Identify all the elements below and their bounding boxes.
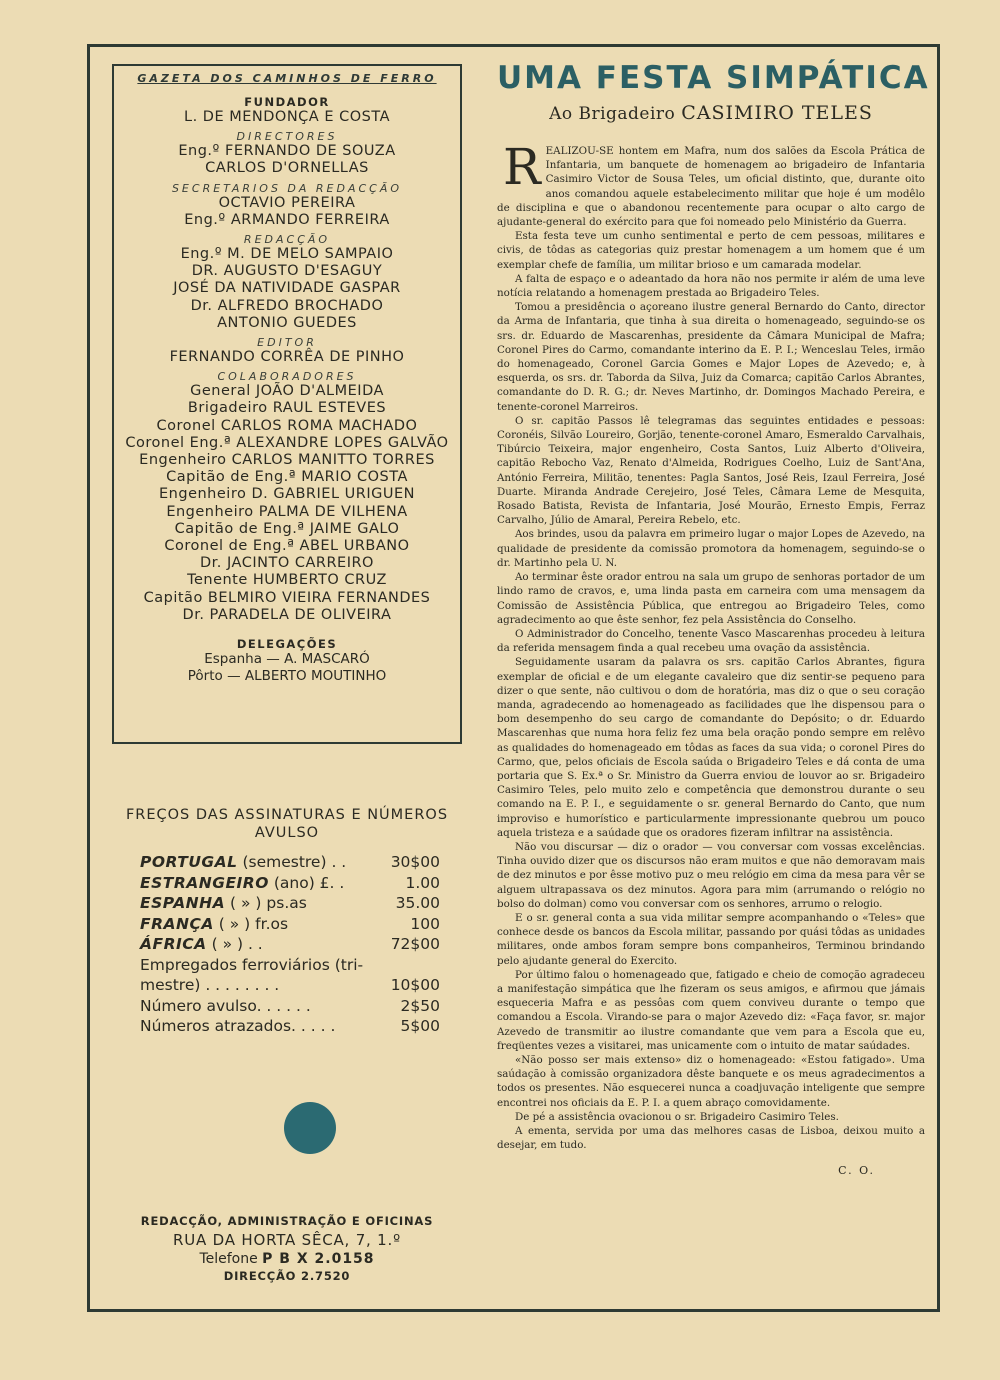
article-paragraph: Tomou a presidência o açoreano ilustre general Bernardo do Canto, director da Arma de Infantaria, que tinha à sua direita o homenageado, seguindo-se os srs. dr. Eduardo de Mascarenhas, presidente da Câmara Municipal de Mafra; Coronel Pires do Carmo, comandante interino da E. P. I.; Wenceslau Teles, irmão do homenageado, Coronel Garcia Gomes e Major Lopes de Azevedo; e, à esquerda, os srs. dr. Taborda da Silva, Juiz da Comarca; capitão Carlos Abrantes, comandante do D. R. G.; dr. Neves Martinho, dr. Domingos Machado Pereira, e tenente-coronel Marreiros. — [497, 301, 925, 413]
article-paragraph: Não vou discursar — diz o orador — vou conversar com vossas excelências. Tinha ouvido dizer que os discursos não eram muitos e que não demoravam mais de dez minutos e por êsse motivo puz o meu relógio em cima da mesa para vêr se alguem ultrapassava os dez minutos. Agora para mim (arrumando o relógio no bolso do dolman) como vou conversar com os senhores, arrumo o relogio. — [497, 840, 925, 910]
redaccao-name: DR. AUGUSTO D'ESAGUY — [191, 263, 383, 280]
colaborador-name: Coronel Eng.ª ALEXANDRE LOPES GALVÃO — [125, 434, 449, 451]
colaborador-name: Capitão de Eng.ª MARIO COSTA — [166, 469, 408, 486]
redaccao-name: JOSÉ DA NATIVIDADE GASPAR — [173, 280, 401, 297]
subtitle-name: CASIMIRO TELES — [681, 102, 873, 124]
colaborador-name: Dr. PARADELA DE OLIVEIRA — [182, 606, 392, 623]
price-empregados-line: Empregados ferroviários (tri- — [140, 955, 364, 974]
telefone-label: Telefone — [199, 1251, 258, 1267]
price-region: ESTRANGEIRO — [140, 873, 269, 892]
article-paragraph: O sr. capitão Passos lê telegramas das seguintes entidades e pessoas: Coronéis, Silvão Loureiro, Gorjão, tenente-coronel Amaro, Esmeraldo Carvalhais, Tibúrcio Teixeira, major engenheiro, Costa Santos, Luiz Alberto d'Oliveira, capitão Rebocho Vaz, Renato d'Almeida, Rodrigues Coelho, Luiz de Sant'Ana, António Ferreira, Militão, tenentes: Pagla Santos, José Reis, Izaul Ferreira, José Duarte. Miranda Andrade Cerejeiro, José Teles, Câmara Leme de Mesquita, Rosado Batista, Revista de Infantaria, José Mourão, Ernesto Empis, Ferraz Carvalho, Júlio de Amaral, Pereira Rebelo, etc. — [497, 414, 925, 527]
delegacoes-label: DELEGAÇÕES — [236, 637, 338, 652]
price-value: 2$50 — [400, 996, 440, 1015]
price-region: FRANÇA — [140, 914, 214, 933]
article-paragraph: Esta festa teve um cunho sentimental e perto de cem pessoas, militares e civis, de tôdas as categorias quiz prestar homenagem a um homem que é um exemplar chefe de família, um militar brioso e um camarada modelar. — [497, 230, 925, 271]
price-period: ( » ) . . — [206, 935, 263, 953]
price-avulso-label: Número avulso. . . . . . — [140, 996, 311, 1015]
price-row — [112, 996, 462, 1017]
price-value: 72$00 — [390, 935, 440, 953]
colaborador-name: Dr. JACINTO CARREIRO — [200, 555, 374, 572]
decorative-dot-icon — [284, 1102, 336, 1154]
price-row — [112, 1016, 462, 1037]
colaborador-name: Capitão de Eng.ª JAIME GALO — [174, 520, 400, 537]
price-period: (semestre) . . — [237, 853, 347, 871]
colaborador-name: Tenente HUMBERTO CRUZ — [187, 572, 387, 589]
price-value: 10$00 — [390, 976, 440, 994]
secretario-name: Eng.º ARMANDO FERREIRA — [184, 211, 390, 228]
article-signature: C. O. — [838, 1164, 875, 1178]
imprint — [112, 1214, 462, 1283]
article-paragraph: Seguidamente usaram da palavra os srs. capitão Carlos Abrantes, figura exemplar de oficial e de um elegante cavaleiro que diz sentir-se pequeno para dizer o que sente, não cultivou o dom de horatória, mas diz o que o seu coração manda, agradecendo ao homenageado as facilidades que lhe dispensou para o bom desempenho do seu cargo de comandante do Depósito; o dr. Eduardo Mascarenhas que numa hora feliz fez uma bela oração pondo sempre em relêvo as qualidades do homenageado em tôdas as faces da sua vida; o coronel Pires do Carmo, que, pelos oficiais de Escola saúda o Brigadeiro Teles e dá conta de uma portaria que S. Ex.ª o Sr. Ministro da Guerra enviou de louvor ao sr. Brigadeiro Casimiro Teles, pelo muito zelo e competência que demonstrou durante o seu comando na E. P. I., e seguidamente o sr. general Bernardo do Canto, que num improviso e humorístico e particularmente impressionante quebrou um pouco aquela tristeza e a saúdade que os oradores fizeram infiltrar na assistência. — [497, 656, 925, 839]
article-paragraph: E o sr. general conta a sua vida militar sempre acompanhando o «Teles» que conhece desde os bancos da Escola militar, passando por quási tôdas as unidades militares, onde ambos foram sempre bons companheiros, Terminou brindando pelo ajudante general do Exercito. — [497, 911, 925, 967]
price-empregados-label: mestre) . . . . . . . . — [140, 976, 280, 994]
imprint-telefone — [112, 1251, 462, 1267]
article-paragraph: Por último falou o homenageado que, fatigado e cheio de comoção agradeceu a manifestação simpática que lhe fizeram os seus amigos, e afirmou que jámais esqueceria Mafra e as pessôas com quem conviveu durante o tempo que comandou a Escola. Virando-se para o major Azevedo diz: «Faça favor, sr. major Azevedo de transmitir ao ilustre comandante que vem para a Escola que eu, freqüentes vezes a visitarei, mas unicamente com o intuito de matar saúdades. — [497, 968, 925, 1052]
telefone-number: P B X 2.0158 — [262, 1251, 375, 1267]
colaborador-name: Coronel de Eng.ª ABEL URBANO — [164, 538, 410, 555]
price-row — [112, 975, 462, 996]
prices-title-line: FREÇOS DAS ASSINATURAS E NÚMEROS — [125, 807, 449, 823]
delegacao-line: Espanha — A. MASCARÓ — [204, 651, 370, 668]
price-row — [112, 934, 462, 955]
gazeta-title: GAZETA DOS CAMINHOS DE FERRO — [137, 72, 437, 85]
price-period: (ano) £. . — [268, 873, 345, 892]
colaboradores-label: COLABORADORES — [217, 370, 357, 384]
fundador-name: L. DE MENDONÇA E COSTA — [184, 109, 390, 125]
price-value: 30$00 — [390, 853, 440, 871]
article-paragraph: A falta de espaço e o adeantado da hora não nos permite ir além de uma leve notícia relatando a homenagem prestada ao Brigadeiro Teles. — [497, 272, 925, 300]
price-row — [112, 893, 462, 914]
imprint-redaccao: REDACÇÃO, ADMINISTRAÇÃO E OFICINAS — [140, 1214, 434, 1228]
redaccao-name: ANTONIO GUEDES — [217, 314, 357, 331]
editor-name: FERNANDO CORRÊA DE PINHO — [169, 349, 405, 366]
colaborador-name: Capitão BELMIRO VIEIRA FERNANDES — [143, 589, 431, 606]
price-value: 100 — [410, 914, 440, 933]
editor-label: EDITOR — [257, 336, 317, 350]
price-region: ESPANHA — [140, 894, 226, 912]
delegacao-line: Pôrto — ALBERTO MOUTINHO — [187, 668, 387, 685]
article-paragraph — [497, 138, 925, 229]
redaccao-label: REDACÇÃO — [243, 233, 331, 247]
price-row — [112, 873, 462, 894]
price-region: ÁFRICA — [140, 935, 207, 953]
colaborador-name: Engenheiro PALMA DE VILHENA — [166, 503, 408, 520]
article-paragraph: Ao terminar êste orador entrou na sala um grupo de senhoras portador de um lindo ramo de cravos, e, uma linda pasta em carneira com uma mensagem da Comissão de Assistência Pública, que entregou ao Brigadeiro Teles, como agradecimento ao que êste senhor, fez pela Assistência do Conselho. — [497, 571, 925, 626]
price-atrazados-label: Números atrazados. . . . . — [140, 1017, 336, 1035]
article-paragraph: «Não posso ser mais extenso» diz o homenageado: «Estou fatigado». Uma saúdação à comissão organizadora dêste banquete e os meus agradecimentos a todos os presentes. Não esquecerei nunca a coadjuvação inteligente que sempre encontrei nos oficiais da E. P. I. a quem abraço comovidamente. — [497, 1054, 925, 1109]
imprint-address: RUA DA HORTA SÊCA, 7, 1.º — [173, 1231, 401, 1249]
subtitle-prefix: Ao Brigadeiro — [549, 104, 676, 124]
secretarios-label: SECRETARIOS DA REDACÇÃO — [171, 181, 403, 195]
fundador-label: FUNDADOR — [244, 95, 330, 109]
directores-label: DIRECTORES — [236, 130, 338, 144]
price-row — [112, 852, 462, 873]
article-body — [497, 138, 925, 1152]
price-period: ( » ) ps.as — [225, 894, 307, 912]
colaborador-name: General JOÃO D'ALMEIDA — [190, 383, 384, 400]
article — [497, 58, 930, 1178]
colaborador-name: Brigadeiro RAUL ESTEVES — [187, 400, 387, 417]
paragraph-text: EALIZOU-SE hontem em Mafra, num dos salões da Escola Prática de Infantaria, um banquete de homenagem ao brigadeiro de Infantaria Casimiro Victor de Sousa Teles, um oficial distinto, que, durante oito anos comandou aquele estabelecimento militar que hoje é um modêlo de disciplina e que o abandonou recentemente para ocupar o alto cargo de ajudante-general do exército para que foi nomeado pelo Ministério da Guerra. — [497, 145, 925, 229]
price-value: 5$00 — [400, 1017, 440, 1035]
director-name: CARLOS D'ORNELLAS — [205, 160, 369, 177]
subscription-prices — [112, 806, 462, 1037]
colaborador-name: Engenheiro D. GABRIEL URIGUEN — [159, 486, 415, 503]
article-paragraph: A ementa, servida por uma das melhores casas de Lisboa, deixou muito a desejar, em tudo. — [497, 1125, 925, 1152]
article-paragraph: Aos brindes, usou da palavra em primeiro lugar o major Lopes de Azevedo, na qualidade de presidente da comissão promotora da homenagem, seguindo-se o dr. Martinho pela U. N. — [497, 528, 925, 569]
article-paragraph: O Administrador do Concelho, tenente Vasco Mascarenhas procedeu à leitura da referida mensagem finda a qual recebeu uma ovação da assistência. — [497, 627, 925, 655]
secretario-name: OCTAVIO PEREIRA — [218, 194, 356, 211]
colaborador-name: Coronel CARLOS ROMA MACHADO — [156, 417, 418, 434]
prices-title-line: AVULSO — [254, 825, 320, 841]
article-title: UMA FESTA SIMPÁTICA — [497, 60, 930, 96]
colaborador-name: Engenheiro CARLOS MANITTO TORRES — [139, 452, 435, 469]
price-value: 1.00 — [405, 873, 440, 892]
price-row — [112, 914, 462, 935]
article-subtitle — [497, 102, 925, 124]
director-name: Eng.º FERNANDO DE SOUZA — [178, 143, 396, 160]
redaccao-name: Eng.º M. DE MELO SAMPAIO — [180, 246, 394, 263]
masthead — [112, 64, 462, 744]
article-paragraph: De pé a assistência ovacionou o sr. Brigadeiro Casimiro Teles. — [515, 1110, 839, 1123]
drop-cap: R — [503, 138, 541, 196]
price-value: 35.00 — [395, 894, 440, 912]
imprint-direccao: DIRECÇÃO 2.7520 — [223, 1269, 351, 1283]
prices-title — [112, 806, 462, 842]
redaccao-name: Dr. ALFREDO BROCHADO — [190, 297, 384, 314]
price-period: ( » ) fr.os — [213, 914, 289, 933]
price-region: PORTUGAL — [140, 853, 238, 871]
